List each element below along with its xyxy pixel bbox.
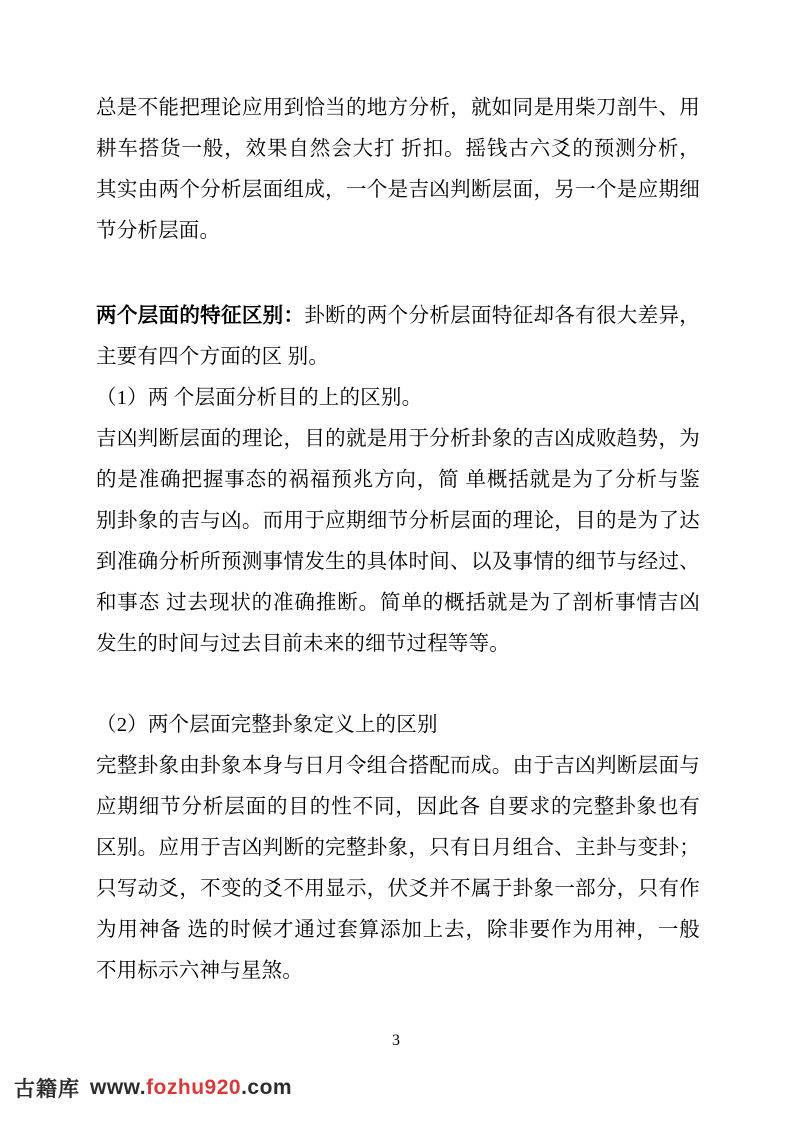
- page-number: 3: [392, 1032, 400, 1049]
- document-body: [96, 88, 700, 992]
- paragraph-4: 吉凶判断层面的理论，目的就是用于分析卦象的吉凶成败趋势，为的是准确把握事态的祸福预兆方向，简 单概括就是为了分析与鉴别卦象的吉与凶。而用于应期细节分析层面的理论，目的是为了达到准确分析所预测事情发生的具体时间、以及事情的细节与经过、和事态 过去现状的准确推断。简单的概括就是为了剖析事情吉凶发生的时间与过去目前未来的细节过程等等。: [96, 428, 700, 655]
- paragraph-2: [96, 296, 700, 378]
- paragraph-6: 完整卦象由卦象本身与日月令组合搭配而成。由于吉凶判断层面与应期细节分析层面的目的性不同，因此各 自要求的完整卦象也有区别。应用于吉凶判断的完整卦象，只有日月组合、主卦与变卦；只写动爻，不变的爻不用显示，伏爻并不属于卦象一部分，只有作为用神备 选的时候才通过套算添加上去，除非要作为用神，一般不用标示六神与星煞。: [96, 755, 700, 982]
- paragraph-5: （2）两个层面完整卦象定义上的区别: [96, 714, 438, 736]
- paragraph-2-text: 卦断的两个分析层面特征却各有很大差异，主要有四个方面的区 别。: [96, 305, 700, 368]
- watermark-url-mid: fozhu920: [146, 1076, 242, 1099]
- paragraph-3: （1）两 个层面分析目的上的区别。: [96, 387, 423, 409]
- watermark-url-suffix: .com: [241, 1076, 293, 1099]
- watermark-label: 古籍库: [14, 1077, 80, 1101]
- paragraph-1: 总是不能把理论应用到恰当的地方分析，就如同是用柴刀剖牛、用耕车搭货一般，效果自然会大打 折扣。摇钱古六爻的预测分析，其实由两个分析层面组成，一个是吉凶判断层面，另一个是应期细节分析层面。: [96, 97, 700, 242]
- watermark-url-prefix: www.: [90, 1076, 147, 1099]
- watermark: [14, 1073, 292, 1103]
- paragraph-2-lead: 两个层面的特征区别：: [96, 305, 305, 327]
- watermark-url: [90, 1076, 292, 1100]
